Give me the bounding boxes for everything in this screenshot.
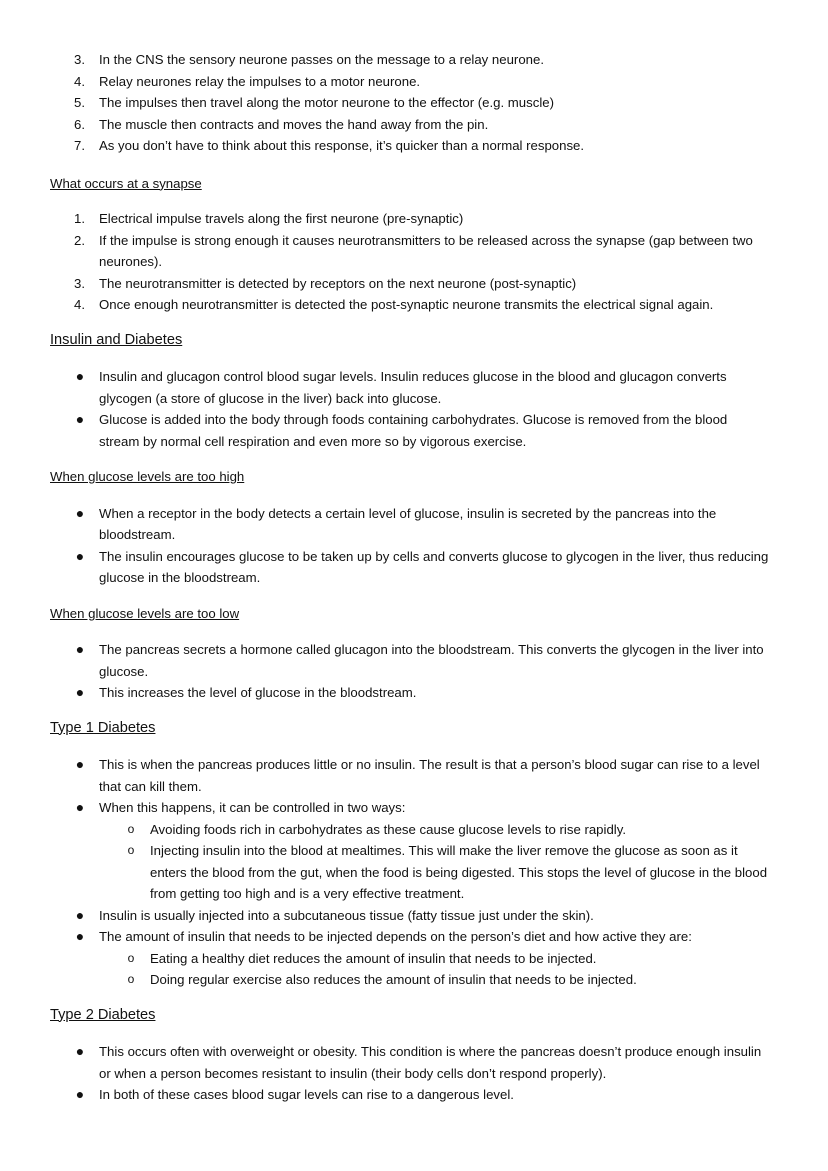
too-high-heading: When glucose levels are too high <box>50 469 245 484</box>
bullet-icon: ● <box>75 1043 85 1059</box>
list-item: ● This is when the pancreas produces little or no insulin. The result is that a person’s blood sugar can rise to a level that can kill them. <box>75 756 760 794</box>
bullet-icon: ● <box>75 368 85 384</box>
bullet-icon: ● <box>75 928 85 944</box>
list-item: 1. Electrical impulse travels along the first neurone (pre-synaptic) <box>74 211 464 226</box>
list-item: 2. If the impulse is strong enough it causes neurotransmitters to be released across the synapse (gap between two neurones). <box>74 232 753 269</box>
type2-bullets <box>0 1041 828 1106</box>
bullet-icon: ● <box>75 756 85 772</box>
list-item: o Eating a healthy diet reduces the amount of insulin that needs to be injected. <box>0 948 828 970</box>
synapse-steps-list <box>0 208 828 316</box>
bullet-icon: ● <box>75 1086 85 1102</box>
too-low-heading: When glucose levels are too low <box>50 605 240 621</box>
too-low-bullets <box>0 639 828 704</box>
sub-bullet-icon: o <box>127 821 135 836</box>
insulin-heading: Insulin and Diabetes <box>50 331 183 348</box>
reflex-steps-list <box>0 49 828 157</box>
too-high-bullets <box>0 503 828 589</box>
list-item: ● Insulin is usually injected into a subcutaneous tissue (fatty tissue just under the skin). <box>0 905 828 927</box>
type1-bullets <box>0 754 828 819</box>
bullet-icon: ● <box>75 504 85 521</box>
list-item: ● When a receptor in the body detects a certain level of glucose, insulin is secreted by the pancreas into the bloodstream. <box>75 504 717 542</box>
sub-bullet-icon: o <box>127 950 135 965</box>
list-item: 4. Once enough neurotransmitter is detected the post-synaptic neurone transmits the electrical signal again. <box>74 297 714 312</box>
type1-dosage-sublist <box>0 948 828 991</box>
synapse-heading: What occurs at a synapse <box>50 175 202 191</box>
type1-control-sublist <box>0 819 828 905</box>
list-item: ● When this happens, it can be controlled in two ways: <box>0 797 828 819</box>
bullet-icon: ● <box>75 684 85 700</box>
list-item: 3. In the CNS the sensory neurone passes on the message to a relay neurone. <box>74 52 544 67</box>
list-item: ● The pancreas secrets a hormone called glucagon into the bloodstream. This converts the glycogen in the liver into glucose. <box>75 641 764 679</box>
list-item: 6. The muscle then contracts and moves the hand away from the pin. <box>74 116 489 132</box>
list-item: o Doing regular exercise also reduces the amount of insulin that needs to be injected. <box>0 969 828 991</box>
list-item: ● The insulin encourages glucose to be taken up by cells and converts glucose to glycogen in the liver, thus reducing glucose in the bloodstream. <box>75 547 769 585</box>
sub-bullet-icon: o <box>127 972 135 986</box>
list-item: 4. Relay neurones relay the impulses to a motor neurone. <box>74 73 421 89</box>
insulin-bullets <box>0 366 828 452</box>
list-item: o Avoiding foods rich in carbohydrates as these cause glucose levels to rise rapidly. <box>0 819 828 841</box>
sub-bullet-icon: o <box>127 843 135 857</box>
list-item: ● In both of these cases blood sugar levels can rise to a dangerous level. <box>0 1084 828 1106</box>
bullet-icon: ● <box>75 799 85 815</box>
list-item: 3. The neurotransmitter is detected by receptors on the next neurone (post-synaptic) <box>74 275 577 291</box>
list-item: ● The amount of insulin that needs to be injected depends on the person’s diet and how active they are: <box>0 926 828 948</box>
list-item: ● This increases the level of glucose in the bloodstream. <box>0 682 828 704</box>
bullet-icon: ● <box>75 641 85 657</box>
list-item: ● Insulin and glucagon control blood sugar levels. Insulin reduces glucose in the blood and glucagon converts glycogen (a store of glucose in the liver) back into glucose. <box>75 368 727 406</box>
list-item: 7. As you don’t have to think about this response, it’s quicker than a normal response. <box>74 138 585 153</box>
list-item: 5. The impulses then travel along the motor neurone to the effector (e.g. muscle) <box>74 95 554 110</box>
type1-bullets-more <box>0 905 828 948</box>
type1-heading: Type 1 Diabetes <box>50 719 156 736</box>
bullet-icon: ● <box>75 411 85 427</box>
type2-heading: Type 2 Diabetes <box>50 1006 156 1023</box>
list-item: ● This occurs often with overweight or obesity. This condition is where the pancreas doesn’t produce enough insulin or when a person becomes resistant to insulin (their body cells don’t respond properly). <box>75 1043 762 1081</box>
bullet-icon: ● <box>75 547 85 564</box>
bullet-icon: ● <box>75 906 85 923</box>
list-item: ● Glucose is added into the body through foods containing carbohydrates. Glucose is removed from the blood stream by normal cell respiration and even more so by vigorous exercise. <box>75 411 728 449</box>
list-item: o Injecting insulin into the blood at mealtimes. This will make the liver remove the glucose as soon as it enters the blood from the gut, when the food is being digested. This stops the level of glucose in the blood from getting too high and is a very effective treatment. <box>0 840 828 905</box>
